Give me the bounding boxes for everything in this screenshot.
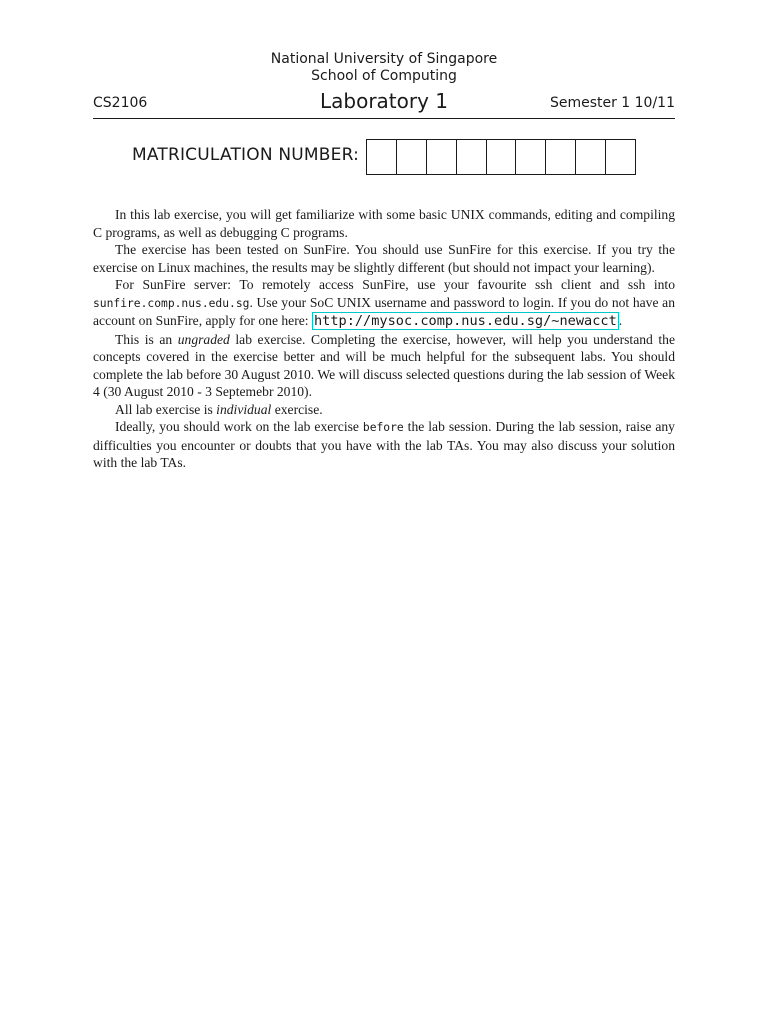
before-text-1: Ideally, you should work on the lab exercise <box>115 419 363 434</box>
paragraph-individual <box>93 401 675 419</box>
individual-emphasis: individual <box>216 401 272 417</box>
course-code: CS2106 <box>93 95 148 111</box>
school-name: School of Computing <box>311 68 457 84</box>
ungraded-emphasis: ungraded <box>177 331 230 347</box>
paragraph-intro: In this lab exercise, you will get familiarize with some basic UNIX commands, editing and compiling C programs, as well as debugging C programs. <box>93 207 675 240</box>
before-text-2: the lab session. During the lab session, raise any difficulties you encounter or doubts that you have with the lab TAs. You may also discuss your solution with the lab TAs. <box>93 419 675 470</box>
document-body <box>93 206 675 472</box>
institution-name: National University of Singapore <box>270 51 498 67</box>
matriculation-digit-box <box>546 140 576 174</box>
matriculation-label: MATRICULATION NUMBER: <box>132 145 360 165</box>
paragraph-before-session <box>93 418 675 472</box>
newacct-link[interactable]: http://mysoc.comp.nus.edu.sg/~newacct <box>313 313 617 329</box>
ungraded-text-1: This is an <box>115 331 178 347</box>
before-keyword: before <box>362 421 404 434</box>
matriculation-digit-box <box>367 140 397 174</box>
document-title: Laboratory 1 <box>319 89 449 113</box>
matriculation-digit-box <box>516 140 546 174</box>
matriculation-digit-box <box>457 140 487 174</box>
sunfire-host: sunfire.comp.nus.edu.sg <box>93 296 250 310</box>
matriculation-digit-box <box>427 140 457 174</box>
access-text-2: . Use your SoC UNIX username and password to login. If you do not have an account on SunFire, apply for one here: <box>93 294 675 328</box>
paragraph-access <box>93 276 675 331</box>
matriculation-digit-box <box>606 140 635 174</box>
paragraph-ungraded <box>93 331 675 401</box>
individual-text-2: exercise. <box>271 401 323 417</box>
paragraph-sunfire: The exercise has been tested on SunFire. You should use SunFire for this exercise. If you try the exercise on Linux machines, the results may be slightly different (but should not impact your learning). <box>93 242 675 275</box>
matriculation-digit-box <box>397 140 427 174</box>
semester-label: Semester 1 10/11 <box>549 95 675 111</box>
ungraded-text-2: lab exercise. Completing the exercise, however, will help you understand the concepts covered in the exercise better and will be much helpful for the subsequent labs. You should complete the lab before 30 August 2010. We will discuss selected questions during the lab session of Week 4 (30 August 2010 - 3 Septemebr 2010). <box>93 331 675 399</box>
matriculation-boxes <box>366 139 636 175</box>
matriculation-digit-box <box>487 140 517 174</box>
access-text-end: . <box>618 313 623 328</box>
access-text-1: For SunFire server: To remotely access SunFire, use your favourite ssh client and ssh into <box>115 277 675 292</box>
header-rule <box>93 118 675 119</box>
matriculation-digit-box <box>576 140 606 174</box>
individual-text-1: All lab exercise is <box>115 401 217 417</box>
